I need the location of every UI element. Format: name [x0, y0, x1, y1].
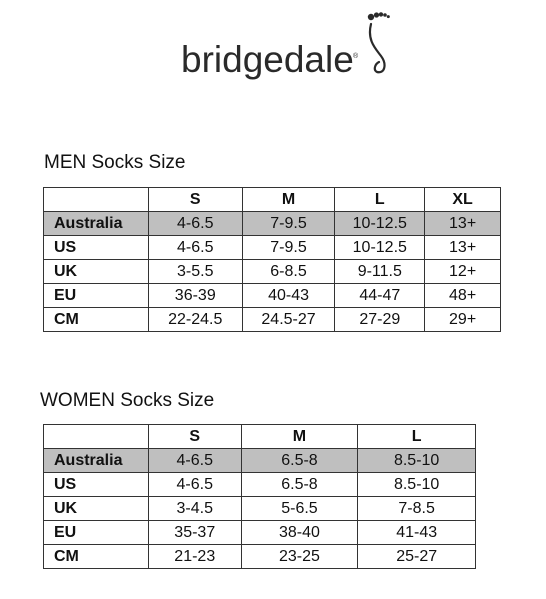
- table-cell: 9-11.5: [335, 260, 425, 284]
- table-cell: 35-37: [148, 521, 241, 545]
- table-row: [44, 497, 476, 521]
- table-row: [44, 308, 501, 332]
- table-cell: 4-6.5: [148, 449, 241, 473]
- table-header-row: [44, 425, 476, 449]
- table-cell: 3-5.5: [148, 260, 242, 284]
- table-cell: 7-9.5: [242, 212, 335, 236]
- row-label: EU: [44, 284, 149, 308]
- table-cell: 4-6.5: [148, 212, 242, 236]
- table-row: [44, 545, 476, 569]
- table-cell: 4-6.5: [148, 473, 241, 497]
- row-label: US: [44, 236, 149, 260]
- table-cell: 4-6.5: [148, 236, 242, 260]
- table-cell: 29+: [425, 308, 501, 332]
- row-label: UK: [44, 497, 149, 521]
- table-cell: 24.5-27: [242, 308, 335, 332]
- table-cell: 40-43: [242, 284, 335, 308]
- header-cell: L: [335, 188, 425, 212]
- table-header-row: [44, 188, 501, 212]
- header-cell: S: [148, 188, 242, 212]
- header-cell: [44, 425, 149, 449]
- header-cell: [44, 188, 149, 212]
- row-label: CM: [44, 545, 149, 569]
- header-cell: L: [358, 425, 476, 449]
- table-row: [44, 236, 501, 260]
- table-row: [44, 521, 476, 545]
- table-cell: 6.5-8: [241, 449, 358, 473]
- table-cell: 38-40: [241, 521, 358, 545]
- row-label: US: [44, 473, 149, 497]
- table-cell: 36-39: [148, 284, 242, 308]
- table-row: [44, 212, 501, 236]
- header-cell: M: [241, 425, 358, 449]
- men-size-table: [43, 187, 501, 332]
- header-cell: M: [242, 188, 335, 212]
- table-row: [44, 284, 501, 308]
- table-cell: 5-6.5: [241, 497, 358, 521]
- table-cell: 48+: [425, 284, 501, 308]
- table-cell: 27-29: [335, 308, 425, 332]
- row-label: Australia: [44, 449, 149, 473]
- men-section-title: MEN Socks Size: [44, 152, 186, 173]
- table-row: [44, 260, 501, 284]
- table-cell: 13+: [425, 212, 501, 236]
- row-label: CM: [44, 308, 149, 332]
- table-row: [44, 473, 476, 497]
- table-cell: 6-8.5: [242, 260, 335, 284]
- brand-name: bridgedale: [181, 39, 354, 80]
- table-cell: 3-4.5: [148, 497, 241, 521]
- table-cell: 12+: [425, 260, 501, 284]
- table-cell: 44-47: [335, 284, 425, 308]
- row-label: UK: [44, 260, 149, 284]
- table-cell: 25-27: [358, 545, 476, 569]
- table-cell: 6.5-8: [241, 473, 358, 497]
- table-cell: 10-12.5: [335, 236, 425, 260]
- row-label: EU: [44, 521, 149, 545]
- table-cell: 23-25: [241, 545, 358, 569]
- brand-logo: [181, 10, 391, 86]
- women-size-table: [43, 424, 476, 569]
- table-cell: 8.5-10: [358, 473, 476, 497]
- women-section-title: WOMEN Socks Size: [40, 390, 215, 411]
- header-cell: XL: [425, 188, 501, 212]
- table-cell: 7-9.5: [242, 236, 335, 260]
- table-row: [44, 449, 476, 473]
- table-cell: 21-23: [148, 545, 241, 569]
- table-cell: 10-12.5: [335, 212, 425, 236]
- table-cell: 8.5-10: [358, 449, 476, 473]
- footprint-icon: [367, 10, 391, 86]
- table-cell: 7-8.5: [358, 497, 476, 521]
- table-cell: 22-24.5: [148, 308, 242, 332]
- table-cell: 13+: [425, 236, 501, 260]
- header-cell: S: [148, 425, 241, 449]
- table-cell: 41-43: [358, 521, 476, 545]
- registered-mark: ®: [353, 53, 359, 60]
- row-label: Australia: [44, 212, 149, 236]
